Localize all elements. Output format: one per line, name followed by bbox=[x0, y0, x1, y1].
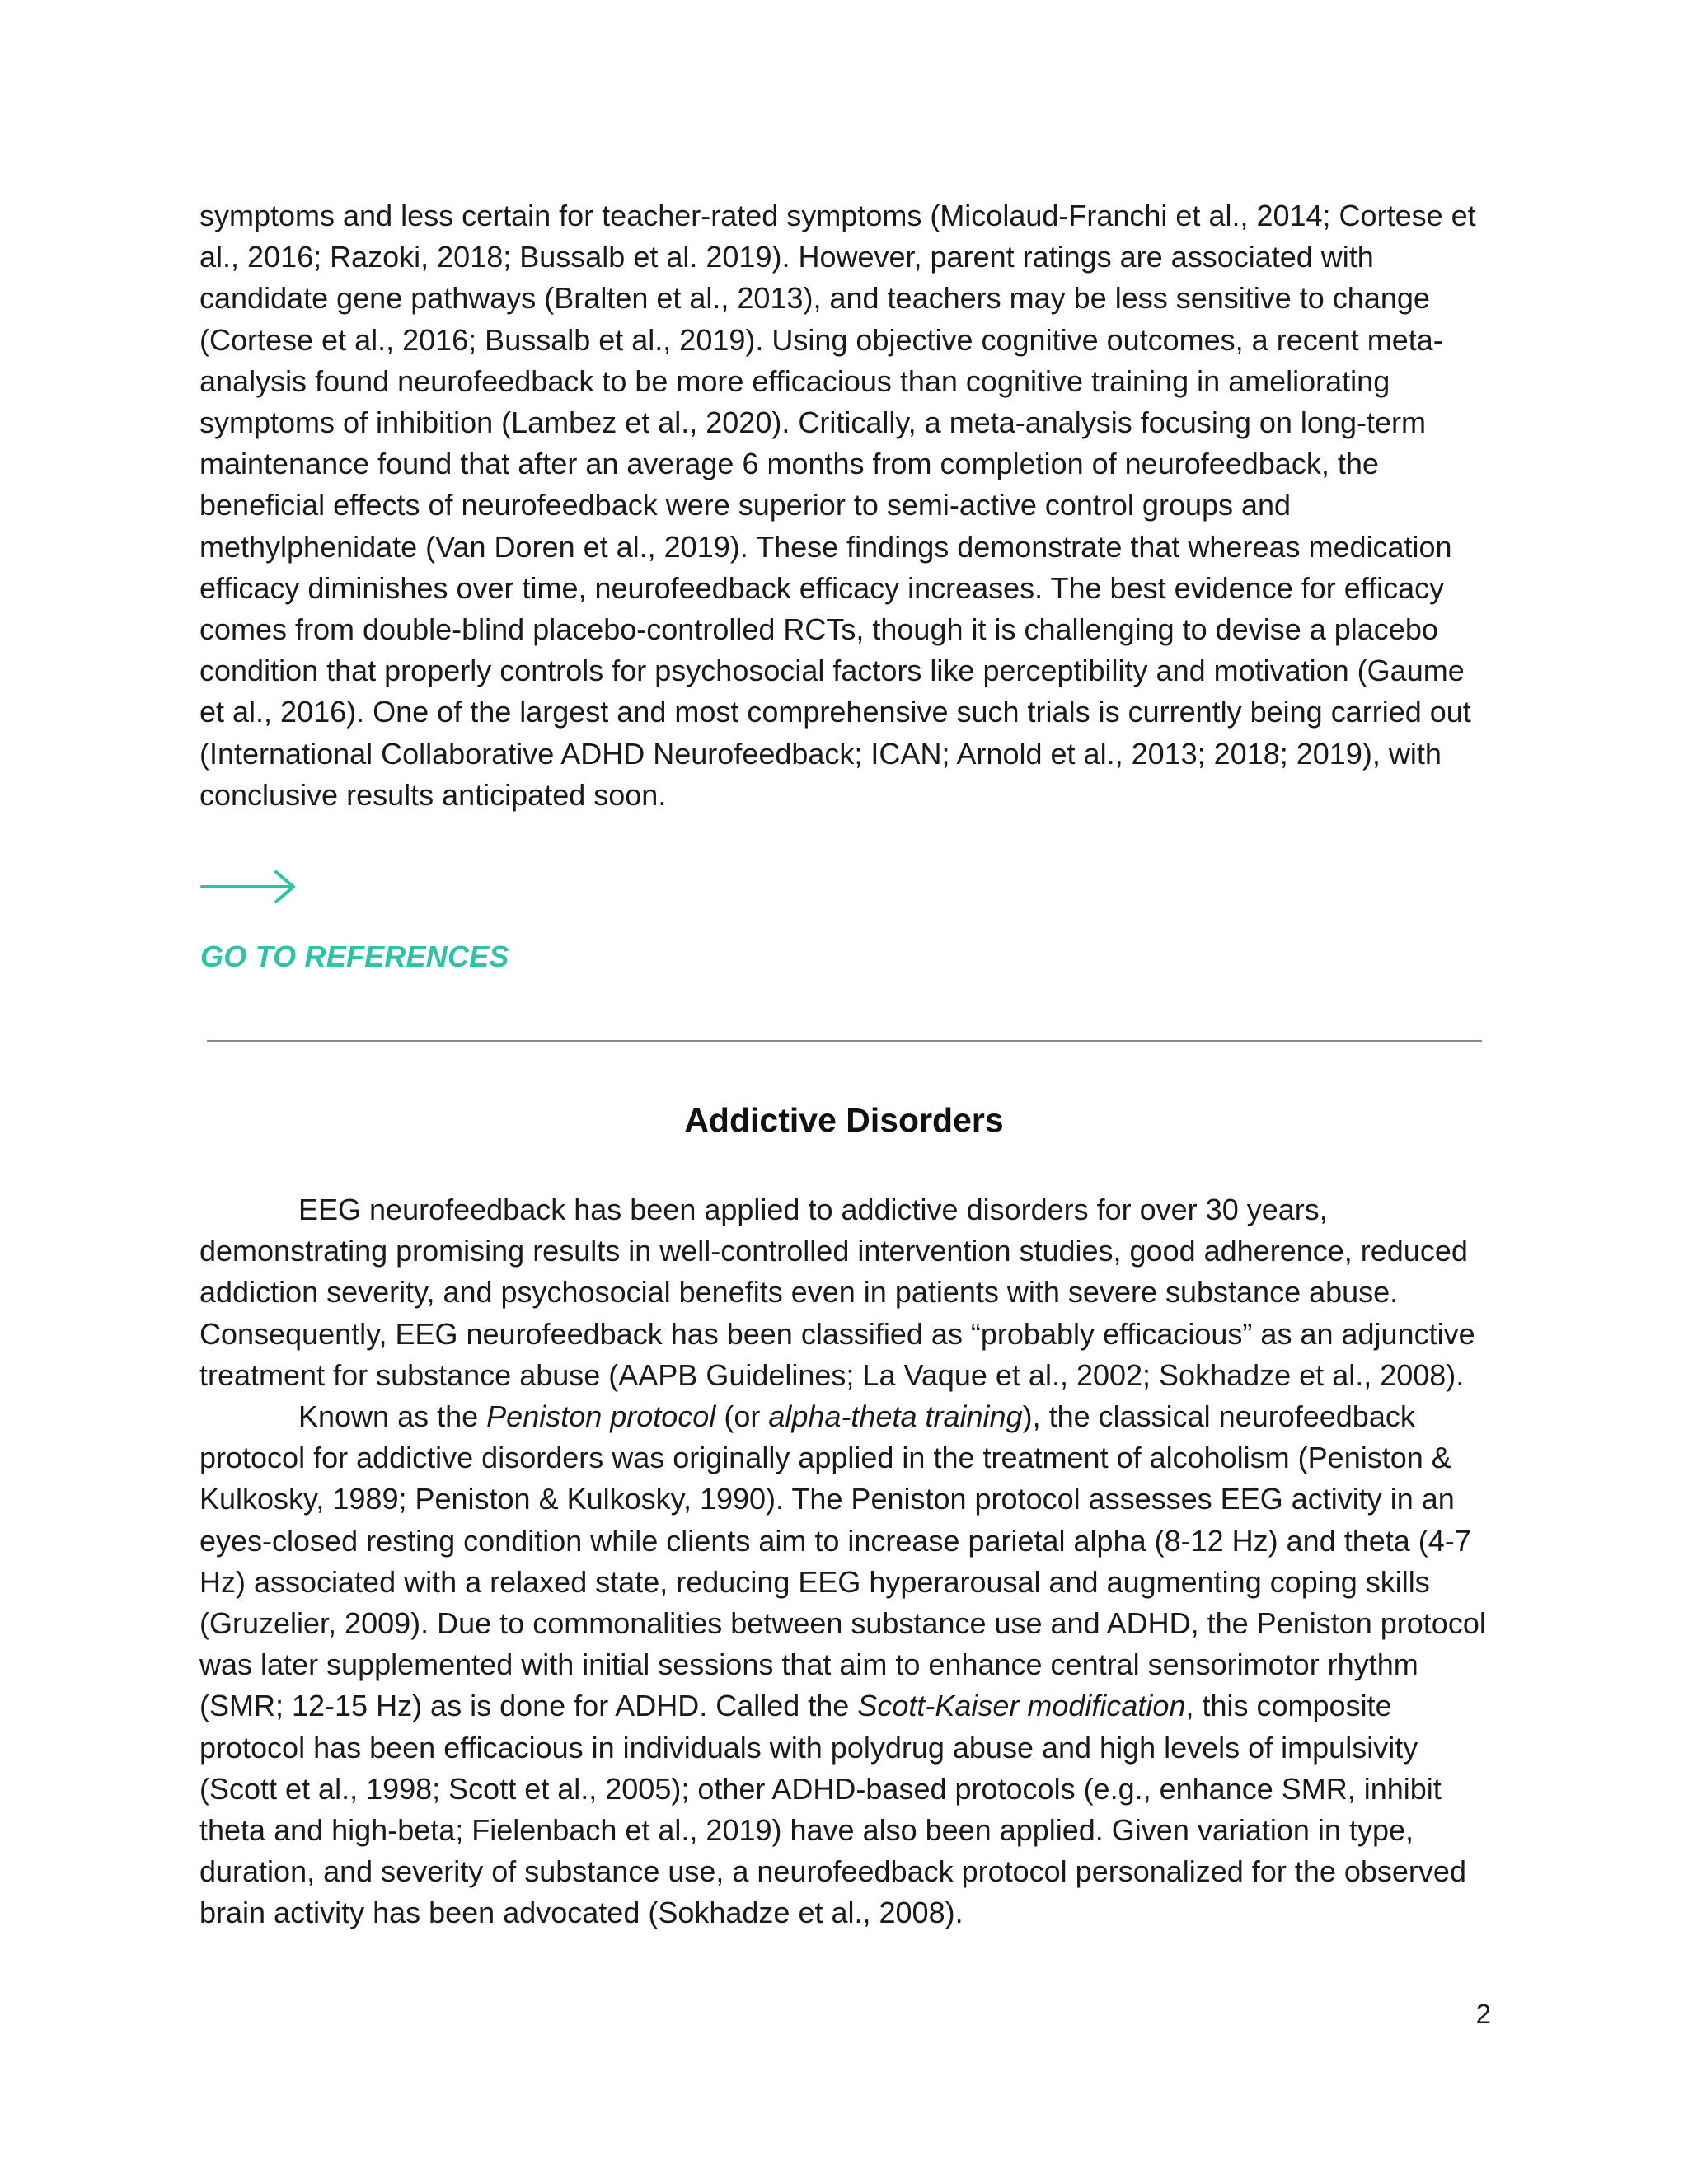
section-divider bbox=[207, 1040, 1482, 1042]
scott-kaiser-term: Scott-Kaiser modification bbox=[857, 1689, 1186, 1723]
intro-paragraph: symptoms and less certain for teacher-rated symptoms (Micolaud-Franchi et al., 2014; Cortese et al., 2016; Razoki, 2018; Bussalb et al. 2019). However, parent ratings are associated with candidate gene pathways (Bralten et al., 2013), and teachers may be less sensitive to change (Cortese et al., 2016; Bussalb et al., 2019). Using objective cognitive outcomes, a recent meta-analysis found neurofeedback to be more efficacious than cognitive training in ameliorating symptoms of inhibition (Lambez et al., 2020). Critically, a meta-analysis focusing on long-term maintenance found that after an average 6 months from completion of neurofeedback, the beneficial effects of neurofeedback were superior to semi-active control groups and methylphenidate (Van Doren et al., 2019). These findings demonstrate that whereas medication efficacy diminishes over time, neurofeedback efficacy increases. The best evidence for efficacy comes from double-blind placebo-controlled RCTs, though it is challenging to devise a placebo condition that properly controls for psychosocial factors like perceptibility and motivation (Gaume et al., 2016). One of the largest and most comprehensive such trials is currently being carried out (International Collaborative ADHD Neurofeedback; ICAN; Arnold et al., 2013; 2018; 2019), with conclusive results anticipated soon. bbox=[199, 199, 1476, 812]
page-number: 2 bbox=[1475, 1999, 1491, 2029]
paragraph-2-text-1: Known as the bbox=[298, 1399, 487, 1434]
paragraph-2-text-4: , this composite protocol has been efficacious in individuals with polydrug abuse and high levels of impulsivity (Scott et al., 1998; Scott et al., 2005); other ADHD-based protocols (e.g., enhance SMR, inhibit theta and high-beta; Fielenbach et al., 2019) have also been applied. Given variation in type, duration, and severity of substance use, a neurofeedback protocol personalized for the observed brain activity has been advocated (Sokhadze et al., 2008). bbox=[199, 1689, 1466, 1930]
section-body bbox=[199, 1189, 1495, 1934]
paragraph-2-text-3: ), the classical neurofeedback protocol for addictive disorders was originally applied in the treatment of alcoholism (Peniston & Kulkosky, 1989; Peniston & Kulkosky, 1990). The Peniston protocol assesses EEG activity in an eyes-closed resting condition while clients aim to increase parietal alpha (8-12 Hz) and theta (4-7 Hz) associated with a relaxed state, reducing EEG hyperarousal and augmenting coping skills (Gruzelier, 2009). Due to commonalities between substance use and ADHD, the Peniston protocol was later supplemented with initial sessions that aim to enhance central sensorimotor rhythm (SMR; 12-15 Hz) as is done for ADHD. Called the bbox=[199, 1399, 1486, 1723]
section-heading: Addictive Disorders bbox=[684, 1101, 1004, 1139]
section-paragraph-1: EEG neurofeedback has been applied to addictive disorders for over 30 years, demonstrating promising results in well-controlled intervention studies, good adherence, reduced addiction severity, and psychosocial benefits even in patients with severe substance abuse. Consequently, EEG neurofeedback has been classified as “probably efficacious” as an adjunctive treatment for substance abuse (AAPB Guidelines; La Vaque et al., 2002; Sokhadze et al., 2008). bbox=[199, 1193, 1475, 1392]
go-to-references-link[interactable]: GO TO REFERENCES bbox=[200, 940, 509, 973]
right-arrow-icon[interactable] bbox=[200, 867, 298, 907]
paragraph-2-text-2: (or bbox=[715, 1399, 769, 1434]
section-paragraph-2 bbox=[199, 1396, 1495, 1934]
peniston-protocol-term: Peniston protocol bbox=[486, 1399, 716, 1434]
alpha-theta-term: alpha-theta training bbox=[768, 1399, 1023, 1434]
